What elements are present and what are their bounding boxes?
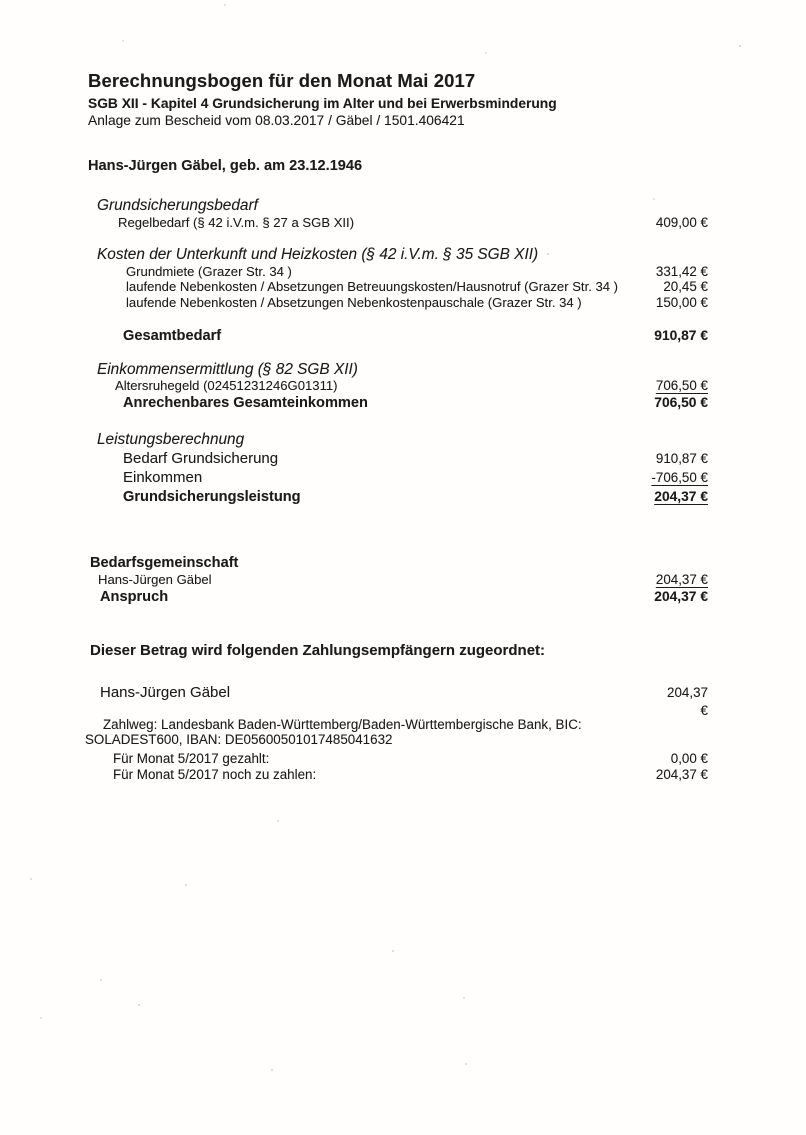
row-amount: 409,00 € [655,215,708,230]
total-label: Anrechenbares Gesamteinkommen [123,394,368,411]
section-heading-unterkunft: Kosten der Unterkunft und Heizkosten (§ 42 i.V.m. § 35 SGB XII) [97,245,539,263]
document-content [85,70,708,782]
row-label: Altersruhegeld (02451231246G01311) [115,378,338,393]
payment-assignment-heading: Dieser Betrag wird folgenden Zahlungsempfängern zugeordnet: [90,642,546,659]
member-amount: 204,37 € [655,571,708,587]
total-row-gesamteinkommen [88,394,708,412]
claim-amount: 204,37 € [654,589,708,604]
row-amount: 706,50 € [655,378,708,393]
page-title: Berechnungsbogen für den Monat Mai 2017 [88,70,476,91]
paid-amount: 0,00 € [670,751,708,767]
total-amount: 910,87 € [654,328,708,343]
person-name-line: Hans-Jürgen Gäbel, geb. am 23.12.1946 [88,158,363,174]
row-label: Regelbedarf (§ 42 i.V.m. § 27 a SGB XII) [118,215,355,230]
due-row [88,767,708,783]
row-amount: 331,42 € [655,263,708,279]
claim-row [88,588,708,606]
household-member-row [88,572,708,589]
payee-name: Hans-Jürgen Gäbel [100,684,231,701]
annex-reference-line: Anlage zum Bescheid vom 08.03.2017 / Gäbel / 1501.406421 [88,113,465,128]
paid-row [88,751,708,767]
row-amount: 910,87 € [655,450,708,466]
section-heading-einkommensermittlung: Einkommensermittlung (§ 82 SGB XII) [97,361,358,378]
scan-noise-specks [0,0,2,2]
due-amount: 204,37 € [655,766,708,782]
table-row [88,279,708,295]
total-row-gesamtbedarf [88,326,708,346]
row-label: Grundmiete (Grazer Str. 34 ) [126,263,292,279]
payment-method-line2: SOLADEST600, IBAN: DE05600501017485041632 [85,732,393,748]
row-label: laufende Nebenkosten / Absetzungen Nebenkostenpauschale (Grazer Str. 34 ) [126,294,582,310]
due-label: Für Monat 5/2017 noch zu zahlen: [113,766,317,782]
claim-label: Anspruch [100,589,169,605]
table-row [88,449,708,468]
table-row [88,295,708,311]
total-label: Gesamtbedarf [123,328,222,344]
total-amount: 204,37 € [654,488,708,504]
row-amount: -706,50 € [651,469,708,485]
row-label: Einkommen [123,468,203,486]
section-heading-bedarfsgemeinschaft: Bedarfsgemeinschaft [90,554,239,571]
section-heading-leistungsberechnung: Leistungsberechnung [97,430,245,448]
table-row [88,379,708,394]
total-amount: 706,50 € [654,394,708,410]
payee-row [88,684,708,719]
total-row-grundsicherungsleistung [88,487,708,507]
total-label: Grundsicherungsleistung [123,488,301,505]
row-amount: 150,00 € [655,294,708,310]
payee-amount: 204,37 € [667,685,708,718]
member-name: Hans-Jürgen Gäbel [98,571,212,587]
document-header [88,70,708,129]
row-label: laufende Nebenkosten / Absetzungen Betreuungskosten/Hausnotruf (Grazer Str. 34 ) [126,279,619,294]
payment-method-line1: Zahlweg: Landesbank Baden-Württemberg/Baden-Württembergische Bank, BIC: [103,717,582,732]
document-subtitle: SGB XII - Kapitel 4 Grundsicherung im Alter und bei Erwerbsminderung [88,96,557,111]
paid-label: Für Monat 5/2017 gezahlt: [113,751,270,767]
table-row [88,468,708,487]
table-row [88,215,708,232]
section-heading-grundsicherungsbedarf: Grundsicherungsbedarf [97,197,258,214]
table-row [88,264,708,280]
row-label: Bedarf Grundsicherung [123,449,279,467]
row-amount: 20,45 € [663,279,708,294]
